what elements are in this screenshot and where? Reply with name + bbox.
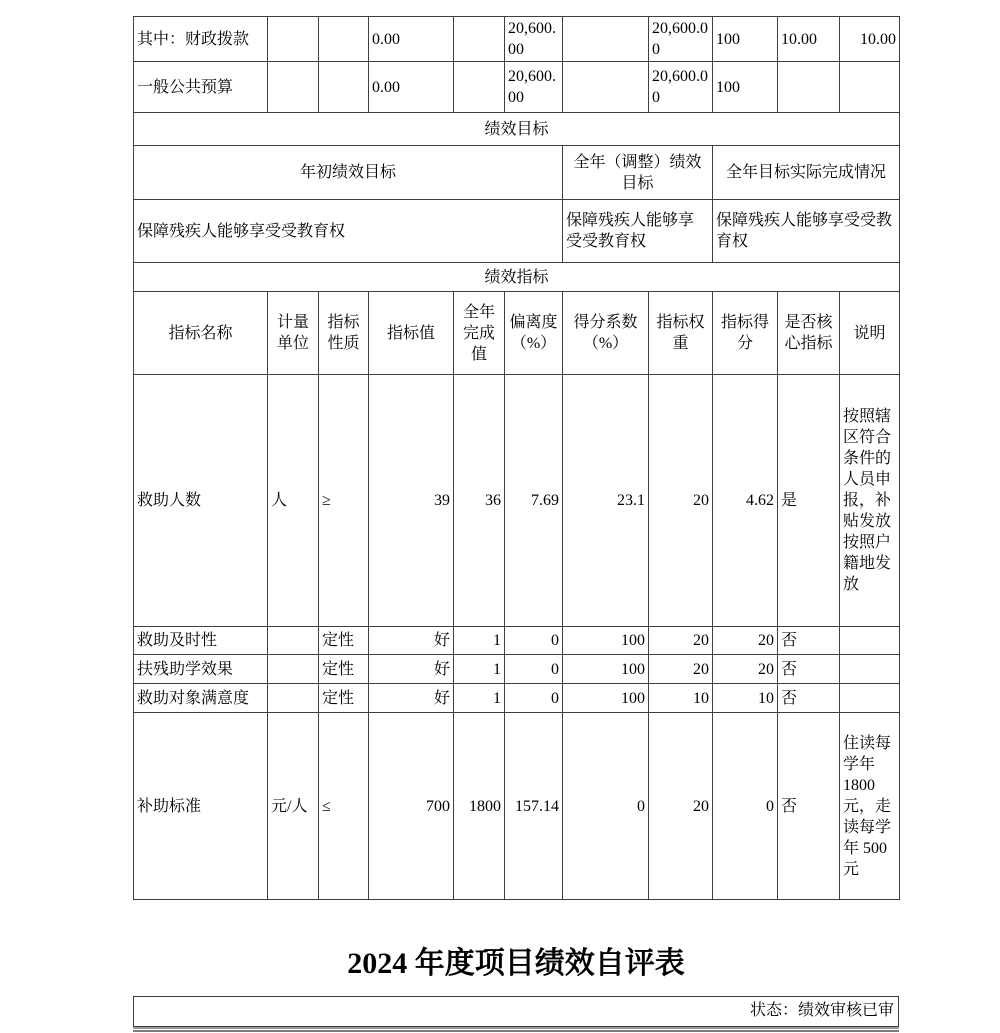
funding-label: 一般公共预算 (134, 62, 268, 113)
col-header-weight: 指标权重 (649, 292, 713, 375)
indicator-row (134, 375, 900, 627)
goals-value-row (134, 200, 900, 263)
indicator-unit (268, 655, 319, 684)
funding-cell (563, 62, 649, 113)
funding-cell: 100 (713, 62, 778, 113)
indicator-unit: 元/人 (268, 713, 319, 900)
funding-cell: 0.00 (369, 62, 454, 113)
indicator-weight: 20 (649, 627, 713, 655)
performance-table (133, 16, 900, 900)
indicator-name: 补助标准 (134, 713, 268, 900)
indicators-section-title: 绩效指标 (134, 263, 900, 292)
indicator-target: 好 (369, 655, 454, 684)
funding-cell (268, 62, 319, 113)
col-header-note: 说明 (840, 292, 900, 375)
indicator-deviation: 157.14 (505, 713, 563, 900)
goal-header-adjusted: 全年（调整）绩效目标 (563, 146, 713, 200)
goal-header-actual: 全年目标实际完成情况 (713, 146, 900, 200)
indicator-core: 否 (778, 713, 840, 900)
indicator-weight: 10 (649, 684, 713, 713)
indicator-score-coef: 100 (563, 655, 649, 684)
indicator-weight: 20 (649, 375, 713, 627)
indicator-core: 否 (778, 627, 840, 655)
indicators-header-row (134, 292, 900, 375)
col-header-score-coef: 得分系数（%） (563, 292, 649, 375)
indicator-unit: 人 (268, 375, 319, 627)
indicator-score: 0 (713, 713, 778, 900)
funding-cell (268, 17, 319, 62)
funding-cell (454, 17, 505, 62)
goal-value-initial: 保障残疾人能够享受受教育权 (134, 200, 563, 263)
funding-cell (319, 62, 369, 113)
col-header-deviation: 偏离度（%） (505, 292, 563, 375)
col-header-target: 指标值 (369, 292, 454, 375)
indicator-nature: ≥ (319, 375, 369, 627)
indicator-target: 39 (369, 375, 454, 627)
indicator-note: 按照辖区符合条件的人员申报，补贴发放按照户籍地发放 (840, 375, 900, 627)
goal-value-adjusted: 保障残疾人能够享受受教育权 (563, 200, 713, 263)
col-header-name: 指标名称 (134, 292, 268, 375)
indicator-target: 好 (369, 684, 454, 713)
indicator-weight: 20 (649, 713, 713, 900)
indicator-actual: 1 (454, 684, 505, 713)
indicator-score: 20 (713, 655, 778, 684)
indicator-row (134, 713, 900, 900)
indicator-score-coef: 0 (563, 713, 649, 900)
indicator-target: 700 (369, 713, 454, 900)
indicator-name: 扶残助学效果 (134, 655, 268, 684)
goals-header-row (134, 146, 900, 200)
funding-label: 其中：财政拨款 (134, 17, 268, 62)
funding-cell: 20,600.00 (505, 62, 563, 113)
indicator-note (840, 655, 900, 684)
indicator-row (134, 655, 900, 684)
indicator-core: 否 (778, 655, 840, 684)
col-header-actual: 全年完成值 (454, 292, 505, 375)
indicator-actual: 1 (454, 655, 505, 684)
indicator-deviation: 7.69 (505, 375, 563, 627)
indicator-note: 住读每学年 1800 元，走读每学年 500 元 (840, 713, 900, 900)
funding-cell (840, 62, 900, 113)
goals-section-row (134, 113, 900, 146)
indicator-score-coef: 100 (563, 684, 649, 713)
indicator-core: 是 (778, 375, 840, 627)
indicator-nature: ≤ (319, 713, 369, 900)
indicator-weight: 20 (649, 655, 713, 684)
indicator-unit (268, 627, 319, 655)
status-bar (133, 996, 899, 1027)
funding-cell: 100 (713, 17, 778, 62)
col-header-unit: 计量单位 (268, 292, 319, 375)
indicator-nature: 定性 (319, 627, 369, 655)
funding-row-fiscal (134, 17, 900, 62)
indicator-unit (268, 684, 319, 713)
status-text: 状态：绩效审核已审 (749, 1002, 894, 1019)
goal-value-actual: 保障残疾人能够享受受教育权 (713, 200, 900, 263)
indicator-note (840, 684, 900, 713)
indicator-deviation: 0 (505, 655, 563, 684)
funding-cell: 10.00 (778, 17, 840, 62)
indicators-section-row (134, 263, 900, 292)
funding-cell: 0.00 (369, 17, 454, 62)
indicator-row (134, 684, 900, 713)
performance-table-document (133, 16, 899, 900)
report-title: 2024 年度项目绩效自评表 (347, 947, 685, 980)
indicator-score: 10 (713, 684, 778, 713)
indicator-note (840, 627, 900, 655)
indicator-nature: 定性 (319, 655, 369, 684)
goals-section-title: 绩效目标 (134, 113, 900, 146)
indicator-score-coef: 100 (563, 627, 649, 655)
funding-row-public-budget (134, 62, 900, 113)
funding-cell (563, 17, 649, 62)
col-header-nature: 指标性质 (319, 292, 369, 375)
indicator-actual: 1800 (454, 713, 505, 900)
indicator-name: 救助及时性 (134, 627, 268, 655)
funding-cell (778, 62, 840, 113)
funding-cell (319, 17, 369, 62)
indicator-actual: 1 (454, 627, 505, 655)
funding-cell: 20,600.00 (649, 17, 713, 62)
indicator-target: 好 (369, 627, 454, 655)
indicator-score: 4.62 (713, 375, 778, 627)
next-table-top-border (133, 1030, 899, 1032)
funding-cell: 20,600.00 (649, 62, 713, 113)
indicator-deviation: 0 (505, 684, 563, 713)
col-header-core: 是否核心指标 (778, 292, 840, 375)
indicator-name: 救助对象满意度 (134, 684, 268, 713)
indicator-nature: 定性 (319, 684, 369, 713)
indicator-score-coef: 23.1 (563, 375, 649, 627)
funding-cell: 20,600.00 (505, 17, 563, 62)
indicator-core: 否 (778, 684, 840, 713)
col-header-score: 指标得分 (713, 292, 778, 375)
indicator-name: 救助人数 (134, 375, 268, 627)
funding-cell (454, 62, 505, 113)
funding-cell: 10.00 (840, 17, 900, 62)
indicator-deviation: 0 (505, 627, 563, 655)
indicator-actual: 36 (454, 375, 505, 627)
goal-header-initial: 年初绩效目标 (134, 146, 563, 200)
indicator-score: 20 (713, 627, 778, 655)
indicator-row (134, 627, 900, 655)
